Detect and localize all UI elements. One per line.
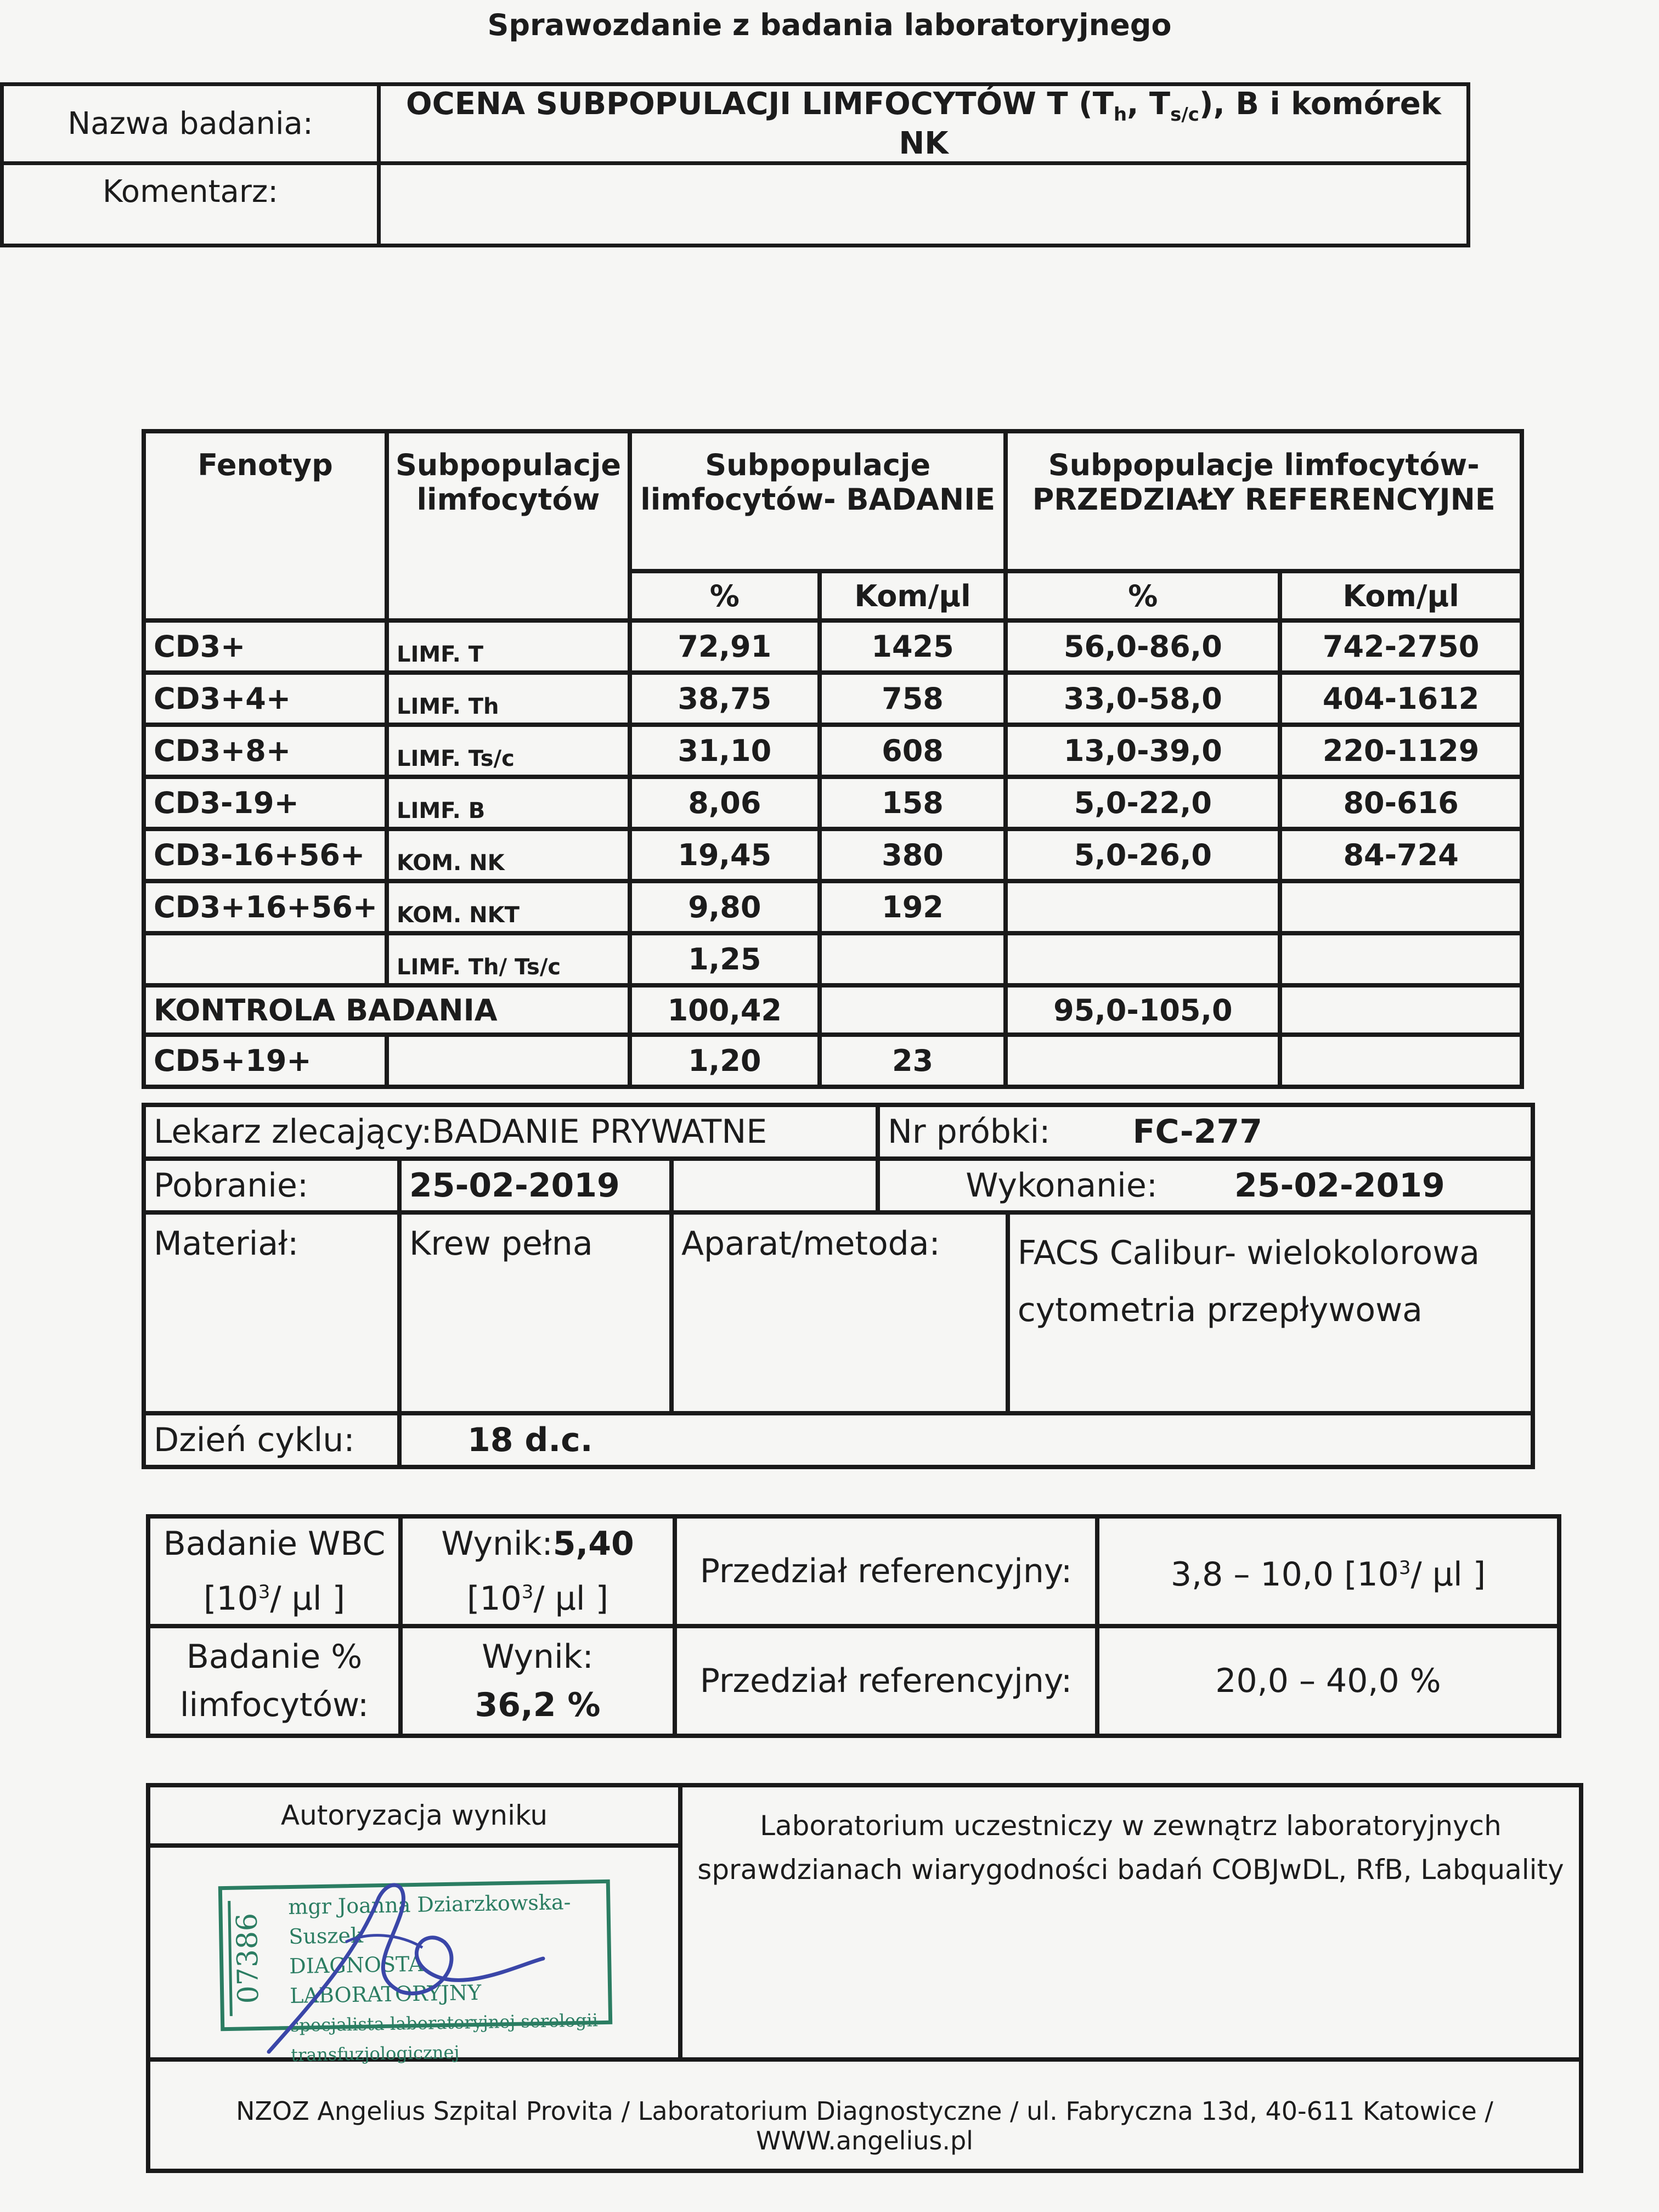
probka-cell: [878, 1105, 1533, 1159]
wbc-label: Badanie WBC: [163, 1525, 386, 1563]
lekarz-cell: [144, 1105, 878, 1159]
subpop-cell: LIMF. Ts/c: [387, 725, 630, 777]
empty-cell: [672, 1159, 878, 1212]
wbc-result-cell: Wynik:5,40 [$10^3/$ µl ]: [400, 1516, 675, 1626]
comment-label: Komentarz:: [2, 163, 379, 246]
test-header-table: [0, 82, 1470, 247]
sub-header-ref-pct: %: [1006, 571, 1280, 620]
table-row: [144, 933, 1522, 985]
col-header-ref: Subpopulacje limfocytów- PRZEDZIAŁY REFERENCYJNE: [1006, 431, 1522, 571]
col-header-fenotyp: Fenotyp: [144, 431, 387, 620]
fenotyp-cell: CD3+: [144, 620, 387, 673]
lekarz-value: BADANIE PRYWATNE: [432, 1113, 768, 1151]
fenotyp-cell: CD3+8+: [144, 725, 387, 777]
kom-cell: 758: [820, 673, 1006, 725]
test-name-label: Nazwa badania:: [2, 84, 379, 163]
probka-label: Nr próbki:: [888, 1113, 1051, 1151]
ref-kom-cell: 742-2750: [1280, 620, 1522, 673]
subpop-cell: LIMF. B: [387, 777, 630, 829]
cd5-pct: 1,20: [630, 1035, 820, 1087]
sub-header-ref-kom: Kom/µl: [1280, 571, 1522, 620]
ref-kom-cell: 84-724: [1280, 829, 1522, 881]
test-name-value: OCENA SUBPOPULACJI LIMFOCYTÓW T ($T_h$, $T_{s/c}$), B i komórek NK: [379, 84, 1469, 163]
table-row: [144, 829, 1522, 881]
kom-cell: 1425: [820, 620, 1006, 673]
fenotyp-cell: CD3+4+: [144, 673, 387, 725]
kontrola-row: [144, 985, 1522, 1035]
limf-result-cell: Wynik: 36,2 %: [400, 1626, 675, 1736]
results-table: [142, 429, 1524, 1089]
table-row: [144, 777, 1522, 829]
stamp-text: mgr Joanna Dziarzkowska-Suszek DIAGNOSTA LABORATORYJNY specjalista laboratoryjnej serologii transfuzjologicznej: [288, 1890, 599, 2066]
cd5-ref-kom: [1280, 1035, 1522, 1087]
limf-ref-value: 20,0 – 40,0 %: [1097, 1626, 1559, 1736]
dzien-value: 18 d.c.: [399, 1413, 1533, 1467]
kom-cell: [820, 933, 1006, 985]
fenotyp-cell: CD3-19+: [144, 777, 387, 829]
fenotyp-cell: CD3+16+56+: [144, 881, 387, 933]
subpop-cell: KOM. NK: [387, 829, 630, 881]
pobranie-label: Pobranie:: [144, 1159, 399, 1212]
material-label: Materiał:: [144, 1212, 399, 1413]
cd5-subpop: [387, 1035, 630, 1087]
aparat-value: FACS Calibur- wielokolorowa cytometria przepływowa: [1008, 1212, 1533, 1413]
fenotyp-cell: CD3-16+56+: [144, 829, 387, 881]
ref-pct-cell: 56,0-86,0: [1006, 620, 1280, 673]
ref-kom-cell: [1280, 881, 1522, 933]
pct-cell: 31,10: [630, 725, 820, 777]
sub-header-pct: %: [630, 571, 820, 620]
subpop-cell: LIMF. Th/ Ts/c: [387, 933, 630, 985]
cd5-kom: 23: [820, 1035, 1006, 1087]
ref-kom-cell: 220-1129: [1280, 725, 1522, 777]
limf-result-value: 36,2 %: [475, 1686, 601, 1724]
ref-kom-cell: 404-1612: [1280, 673, 1522, 725]
ref-pct-cell: 33,0-58,0: [1006, 673, 1280, 725]
footer-text: NZOZ Angelius Szpital Provita / Laboratorium Diagnostyczne / ul. Fabryczna 13d, 40-611 Katowice / WWW.angelius.pl: [148, 2059, 1581, 2171]
pct-cell: 1,25: [630, 933, 820, 985]
ref-pct-cell: [1006, 881, 1280, 933]
limf-ref-label: Przedział referencyjny:: [675, 1626, 1097, 1736]
ref-pct-cell: [1006, 933, 1280, 985]
wbc-ref-label: Przedział referencyjny:: [675, 1516, 1097, 1626]
report-title: Sprawozdanie z badania laboratoryjnego: [487, 8, 1172, 42]
ref-pct-cell: 5,0-26,0: [1006, 829, 1280, 881]
wykonanie-value: 25-02-2019: [1234, 1166, 1445, 1205]
pobranie-value: 25-02-2019: [399, 1159, 672, 1212]
kom-cell: 380: [820, 829, 1006, 881]
pct-cell: 72,91: [630, 620, 820, 673]
table-row: [144, 673, 1522, 725]
cd5-ref-pct: [1006, 1035, 1280, 1087]
sample-info-table: [142, 1103, 1535, 1469]
limf-label: Badanie % limfocytów:: [148, 1626, 400, 1736]
lab-note: Laboratorium uczestniczy w zewnątrz laboratoryjnych sprawdzianach wiarygodności badań COBJwDL, RfB, Labquality: [680, 1785, 1581, 2059]
subpop-cell: KOM. NKT: [387, 881, 630, 933]
ref-pct-cell: 5,0-22,0: [1006, 777, 1280, 829]
comment-value: [379, 163, 1469, 246]
kom-cell: 158: [820, 777, 1006, 829]
sub-header-kom: Kom/µl: [820, 571, 1006, 620]
cd5-label: CD5+19+: [144, 1035, 387, 1087]
kom-cell: 608: [820, 725, 1006, 777]
aparat-label: Aparat/metoda:: [672, 1212, 1008, 1413]
fenotyp-cell: [144, 933, 387, 985]
table-row: [144, 881, 1522, 933]
cd5-row: [144, 1035, 1522, 1087]
lekarz-label: Lekarz zlecający:: [154, 1113, 432, 1151]
ref-pct-cell: 13,0-39,0: [1006, 725, 1280, 777]
wbc-ref-value: 3,8 – 10,0 [$10^3/$ µl ]: [1097, 1516, 1559, 1626]
probka-value: FC-277: [1132, 1113, 1263, 1151]
subpop-cell: LIMF. T: [387, 620, 630, 673]
table-row: [144, 725, 1522, 777]
kontrola-kom: [820, 985, 1006, 1035]
kontrola-ref-kom: [1280, 985, 1522, 1035]
auth-label: Autoryzacja wyniku: [148, 1785, 680, 1846]
pct-cell: 9,80: [630, 881, 820, 933]
signature: [236, 1865, 565, 2063]
pct-cell: 38,75: [630, 673, 820, 725]
subpop-cell: LIMF. Th: [387, 673, 630, 725]
wykonanie-label: Wykonanie:: [966, 1166, 1158, 1205]
col-header-subpop: Subpopulacje limfocytów: [387, 431, 630, 620]
wykonanie-cell: [878, 1159, 1533, 1212]
ref-kom-cell: [1280, 933, 1522, 985]
kontrola-ref: 95,0-105,0: [1006, 985, 1280, 1035]
kom-cell: 192: [820, 881, 1006, 933]
pct-cell: 19,45: [630, 829, 820, 881]
col-header-badanie: Subpopulacje limfocytów- BADANIE: [630, 431, 1006, 571]
kontrola-label: KONTROLA BADANIA: [144, 985, 630, 1035]
kontrola-pct: 100,42: [630, 985, 820, 1035]
wbc-table: [146, 1514, 1561, 1738]
pct-cell: 8,06: [630, 777, 820, 829]
wbc-result-value: 5,40: [552, 1525, 634, 1563]
stamp-number: 07386: [228, 1900, 271, 2016]
ref-kom-cell: 80-616: [1280, 777, 1522, 829]
wbc-label-cell: Badanie WBC [$10^3/$ µl ]: [148, 1516, 400, 1626]
material-value: Krew pełna: [399, 1212, 672, 1413]
dzien-label: Dzień cyklu:: [144, 1413, 399, 1467]
table-row: [144, 620, 1522, 673]
